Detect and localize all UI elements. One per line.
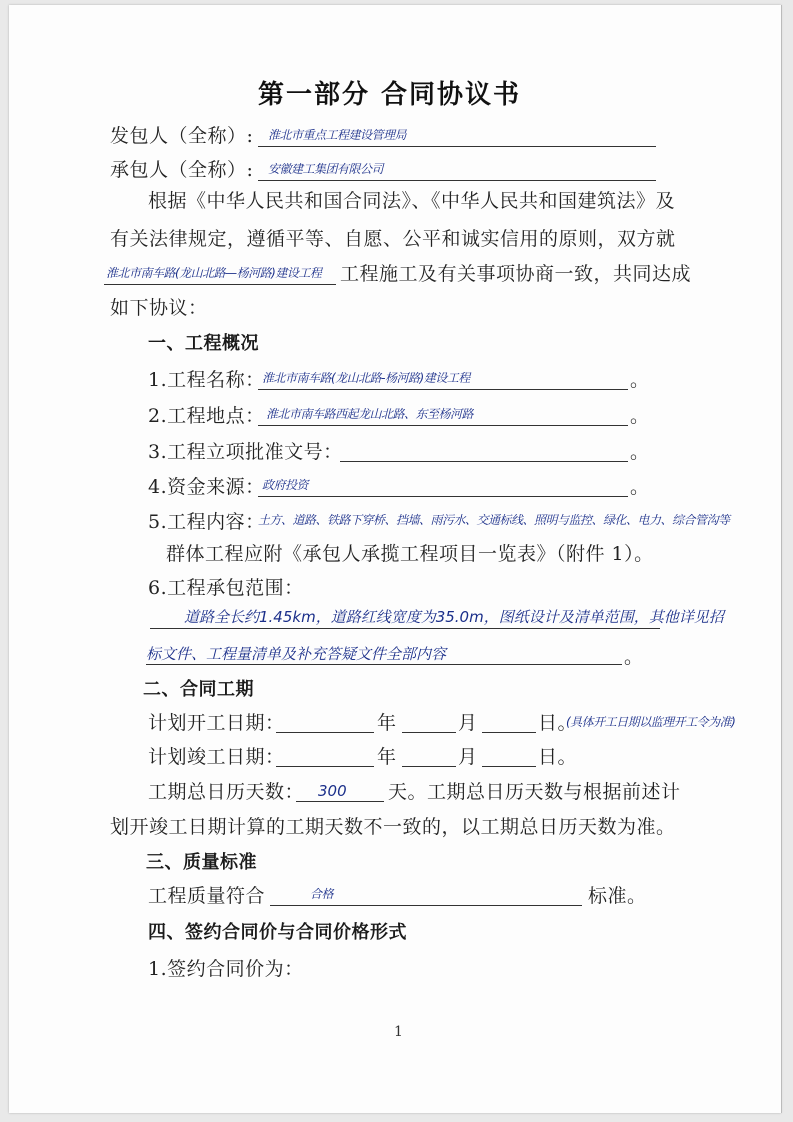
start-date-note: (具体开工日期以监理开工令为准) <box>566 715 736 729</box>
scope-underline-1 <box>150 628 660 629</box>
start-month-underline <box>402 732 456 733</box>
funding-value: 政府投资 <box>262 478 309 492</box>
project-name-period: 。 <box>630 369 650 391</box>
end-month-label: 月 <box>458 746 478 768</box>
contractor-value: 安徽建工集团有限公司 <box>268 162 384 176</box>
intro-line-2: 有关法律规定，遵循平等、自愿、公平和诚实信用的原则，双方就 <box>110 228 676 250</box>
funding-label: 4.资金来源： <box>148 476 265 498</box>
funding-underline <box>258 496 628 497</box>
duration-label: 工期总日历天数： <box>148 781 305 803</box>
section-1-heading: 一、工程概况 <box>148 333 259 354</box>
page-edge <box>781 5 782 1113</box>
section-4-heading: 四、签约合同价与合同价格形式 <box>148 922 407 943</box>
project-location-value: 淮北市南车路西起龙山北路、东至杨河路 <box>266 407 474 421</box>
section-2-heading: 二、合同工期 <box>143 679 254 700</box>
contract-price-label: 1.签约合同价为： <box>148 958 304 980</box>
intro-line-1: 根据《中华人民共和国合同法》、《中华人民共和国建筑法》及 <box>148 190 676 212</box>
quality-underline <box>270 905 582 906</box>
end-year-label: 年 <box>377 746 397 768</box>
intro-project-fill: 淮北市南车路(龙山北路—杨河路)建设工程 <box>106 266 322 280</box>
start-year-label: 年 <box>377 712 397 734</box>
scope-period: 。 <box>624 646 644 668</box>
intro-line-3: 工程施工及有关事项协商一致，共同达成 <box>340 263 692 285</box>
start-day-underline <box>482 732 536 733</box>
page-title: 第一部分 合同协议书 <box>258 80 522 110</box>
appendix-note: 群体工程应附《承包人承揽工程项目一览表》（附件 1）。 <box>166 543 654 565</box>
funding-period: 。 <box>630 476 650 498</box>
scope-underline-2 <box>146 664 622 665</box>
section-3-heading: 三、质量标准 <box>146 852 257 873</box>
project-location-period: 。 <box>630 405 650 427</box>
approval-label: 3.工程立项批准文号： <box>148 441 343 463</box>
duration-line-2: 划开竣工日期计算的工期天数不一致的，以工期总日历天数为准。 <box>110 816 676 838</box>
end-date-label: 计划竣工日期： <box>148 746 285 768</box>
start-day-label: 日。 <box>538 712 578 734</box>
duration-value: 300 <box>318 782 347 800</box>
project-name-underline <box>258 389 628 390</box>
start-month-label: 月 <box>458 712 478 734</box>
contractor-label: 承包人（全称）: <box>110 159 254 181</box>
end-year-underline <box>276 766 374 767</box>
start-year-underline <box>276 732 374 733</box>
employer-label: 发包人（全称）: <box>110 125 254 147</box>
intro-line-4: 如下协议： <box>110 297 208 319</box>
quality-suffix: 标准。 <box>588 885 647 907</box>
quality-value: 合格 <box>310 887 334 901</box>
project-location-underline <box>258 425 628 426</box>
approval-underline <box>340 461 628 462</box>
end-day-label: 日。 <box>538 746 578 768</box>
scope-line-2: 标文件、工程量清单及补充答疑文件全部内容 <box>146 645 447 663</box>
project-name-label: 1.工程名称： <box>148 369 265 391</box>
project-name-value: 淮北市南车路(龙山北路-杨河路)建设工程 <box>262 371 470 385</box>
approval-period: 。 <box>630 441 650 463</box>
quality-label: 工程质量符合 <box>148 885 266 907</box>
content-label: 5.工程内容： <box>148 511 265 533</box>
employer-value: 淮北市重点工程建设管理局 <box>268 128 407 142</box>
project-location-label: 2.工程地点： <box>148 405 265 427</box>
duration-underline <box>296 801 384 802</box>
contractor-underline <box>258 180 656 181</box>
duration-suffix: 天。工期总日历天数与根据前述计 <box>388 781 681 803</box>
scope-line-1: 道路全长约1.45km，道路红线宽度为35.0m，图纸设计及清单范围，其他详见招 <box>184 608 724 626</box>
content-value: 土方、道路、铁路下穿桥、挡墙、雨污水、交通标线、照明与监控、绿化、电力、综合管沟等 <box>258 513 730 527</box>
page-number: 1 <box>394 1024 403 1040</box>
start-date-label: 计划开工日期： <box>148 712 285 734</box>
scope-label: 6.工程承包范围： <box>148 577 304 599</box>
end-month-underline <box>402 766 456 767</box>
intro-project-underline <box>104 284 336 285</box>
end-day-underline <box>482 766 536 767</box>
employer-underline <box>258 146 656 147</box>
